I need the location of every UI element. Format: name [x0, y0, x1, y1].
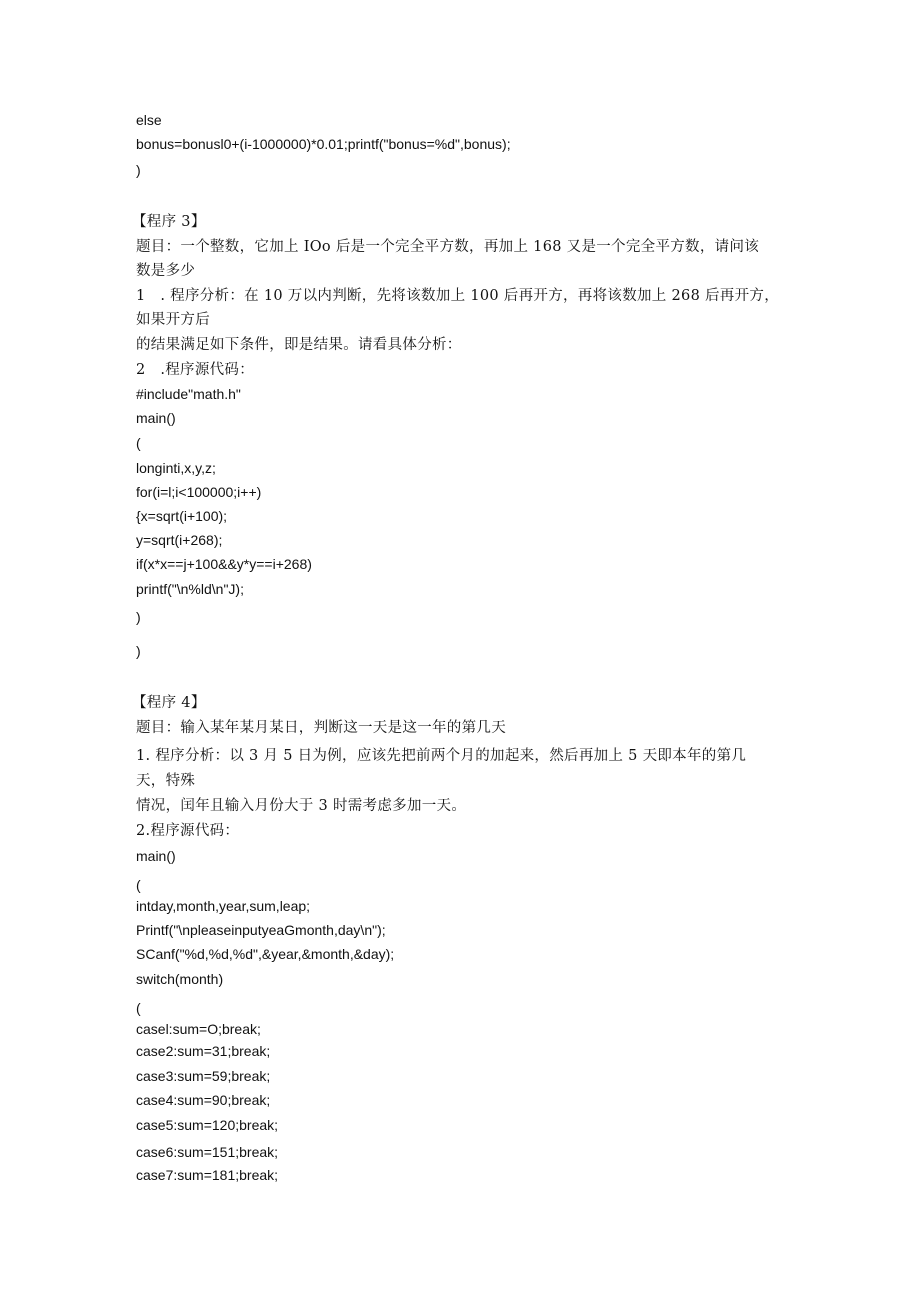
- question-text: 题目：一个整数，它加上 IOo 后是一个完全平方数，再加上 168 又是一个完全平方数，请问该: [136, 239, 760, 255]
- code-line: (: [136, 435, 141, 451]
- code-label: 2 .程序源代码：: [136, 362, 255, 378]
- analysis-text: 1 . 程序分析：在 10 万以内判断，先将该数加上 100 后再开方，再将该数加上 268 后再开方，: [136, 288, 779, 304]
- analysis-text: 的结果满足如下条件，即是结果。请看具体分析：: [136, 337, 462, 353]
- code-line: ): [136, 643, 141, 659]
- question-text: 题目：输入某年某月某日，判断这一天是这一年的第几天: [136, 720, 506, 736]
- program-3-heading: 【程序 3】: [132, 214, 206, 230]
- code-line: (: [136, 1000, 141, 1016]
- code-line: longinti,x,y,z;: [136, 460, 216, 476]
- code-line: #include"math.h": [136, 386, 241, 402]
- code-line: SCanf("%d,%d,%d",&year,&month,&day);: [136, 946, 395, 962]
- code-line: main(): [136, 410, 176, 426]
- analysis-text: 如果开方后: [136, 312, 210, 328]
- analysis-text: 情况，闰年且输入月份大于 3 时需考虑多加一天。: [136, 798, 467, 814]
- analysis-text: 天，特殊: [136, 773, 196, 789]
- code-line: case5:sum=120;break;: [136, 1117, 279, 1133]
- code-line: case6:sum=151;break;: [136, 1144, 279, 1160]
- code-line: casel:sum=O;break;: [136, 1021, 261, 1037]
- code-line: for(i=l;i<100000;i++): [136, 484, 262, 500]
- code-line: else: [136, 112, 162, 128]
- code-line: bonus=bonusl0+(i-1000000)*0.01;printf("bonus=%d",bonus);: [136, 136, 511, 152]
- code-line: if(x*x==j+100&&y*y==i+268): [136, 556, 312, 572]
- code-line: ): [136, 162, 141, 178]
- code-line: y=sqrt(i+268);: [136, 532, 223, 548]
- code-line: case7:sum=181;break;: [136, 1167, 279, 1183]
- code-line: (: [136, 877, 141, 893]
- code-line: case4:sum=90;break;: [136, 1092, 271, 1108]
- code-line: ): [136, 609, 141, 625]
- analysis-text: 1. 程序分析：以 3 月 5 日为例，应该先把前两个月的加起来，然后再加上 5 天即本年的第几: [136, 748, 747, 764]
- code-line: case2:sum=31;break;: [136, 1043, 271, 1059]
- code-line: intday,month,year,sum,leap;: [136, 898, 311, 914]
- code-label: 2.程序源代码：: [136, 823, 240, 839]
- code-line: case3:sum=59;break;: [136, 1068, 271, 1084]
- code-line: Printf("\npleaseinputyeaGmonth,day\n");: [136, 922, 386, 938]
- code-line: {x=sqrt(i+100);: [136, 508, 228, 524]
- code-line: switch(month): [136, 971, 224, 987]
- code-line: main(): [136, 848, 176, 864]
- code-line: printf("\n%ld\n"J);: [136, 581, 244, 597]
- question-text: 数是多少: [136, 263, 196, 279]
- program-4-heading: 【程序 4】: [132, 695, 206, 711]
